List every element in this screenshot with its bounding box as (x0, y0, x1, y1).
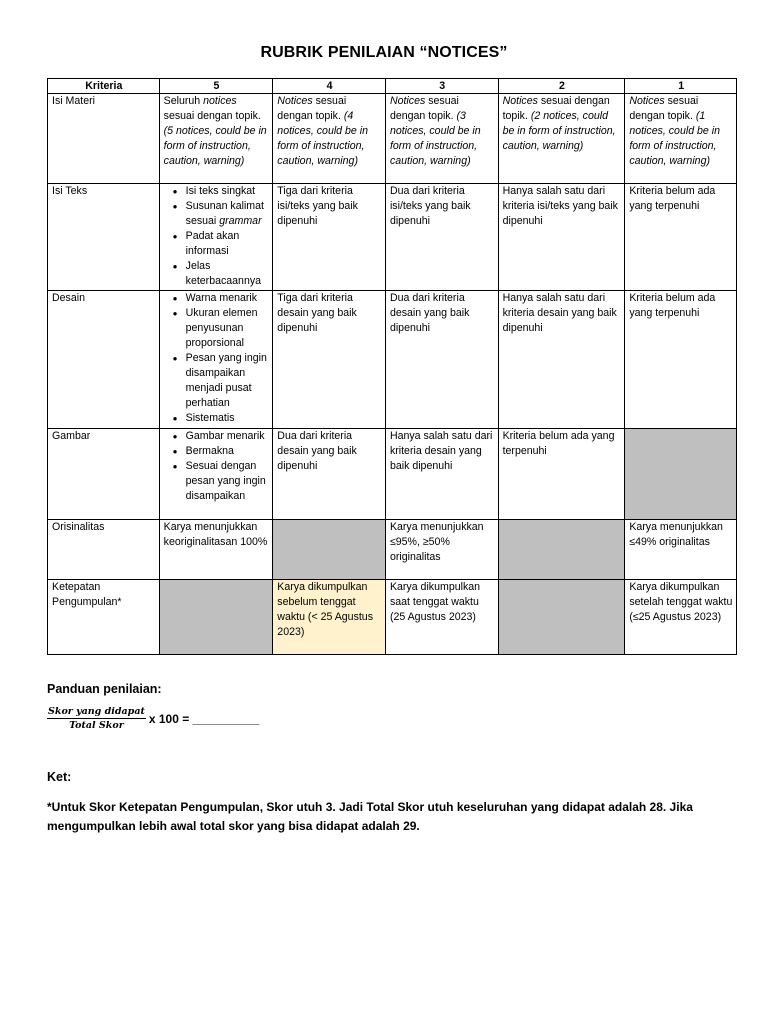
header-row (48, 79, 737, 94)
notes-text: *Untuk Skor Ketepatan Pengumpulan, Skor utuh 3. Jadi Total Skor utuh keseluruhan yang didapat adalah 28. Jika mengumpulkan lebih awal total skor yang bisa didapat adalah 29. (47, 800, 693, 833)
cell-isi-materi-3: Notices sesuai dengan topik. (3 notices, could be in form of instruction, caution, warning) (385, 94, 498, 184)
cell-isi-materi-5: Seluruh notices sesuai dengan topik. (5 notices, could be in form of instruction, caution, warning) (159, 94, 273, 184)
cell-isi-materi-2: Notices sesuai dengan topik. (2 notices, could be in form of instruction, caution, warning) (498, 94, 625, 184)
cell-orisinalitas-3: Karya menunjukkan ≤95%, ≥50% originalitas (385, 520, 498, 580)
bullet-item: ● Jelas keterbacaannya (186, 259, 270, 289)
cell-ketepatan-2-empty (498, 580, 625, 655)
formula-fraction (47, 706, 146, 731)
row-desain (48, 291, 737, 429)
cell-isi-teks-3: Dua dari kriteria isi/teks yang baik dipenuhi (385, 184, 498, 291)
row-orisinalitas (48, 520, 737, 580)
cell-ketepatan-3: Karya dikumpulkan saat tenggat waktu (25 Agustus 2023) (385, 580, 498, 655)
row-isi-materi (48, 94, 737, 184)
criteria-label: Orisinalitas (48, 520, 160, 580)
cell-gambar-4: Dua dari kriteria desain yang baik dipenuhi (273, 429, 386, 520)
criteria-label: Ketepatan Pengumpulan* (48, 580, 160, 655)
bullet-list (164, 429, 270, 504)
cell-orisinalitas-4-empty (273, 520, 386, 580)
row-isi-teks (48, 184, 737, 291)
criteria-label: Gambar (48, 429, 160, 520)
criteria-label: Desain (48, 291, 160, 429)
criteria-label: Isi Materi (48, 94, 160, 184)
cell-desain-3: Dua dari kriteria desain yang baik dipenuhi (385, 291, 498, 429)
cell-desain-5 (159, 291, 273, 429)
cell-isi-teks-1: Kriteria belum ada yang terpenuhi (625, 184, 737, 291)
cell-ketepatan-1: Karya dikumpulkan setelah tenggat waktu (≤25 Agustus 2023) (625, 580, 737, 655)
bullet-item: ● Bermakna (186, 444, 270, 459)
bullet-item: ● Sesuai dengan pesan yang ingin disampaikan (186, 459, 270, 504)
bullet-item: ● Pesan yang ingin disampaikan menjadi pusat perhatian (186, 351, 270, 411)
cell-gambar-3: Hanya salah satu dari kriteria desain yang baik dipenuhi (385, 429, 498, 520)
cell-isi-teks-2: Hanya salah satu dari kriteria isi/teks yang baik dipenuhi (498, 184, 625, 291)
cell-ketepatan-5-empty (159, 580, 273, 655)
bullet-item: ● Ukuran elemen penyusunan proporsional (186, 306, 270, 351)
cell-gambar-1-empty (625, 429, 737, 520)
cell-orisinalitas-5: Karya menunjukkan keoriginalitasan 100% (159, 520, 273, 580)
row-gambar (48, 429, 737, 520)
cell-gambar-2: Kriteria belum ada yang terpenuhi (498, 429, 625, 520)
bullet-item: ● Padat akan informasi (186, 229, 270, 259)
cell-orisinalitas-2-empty (498, 520, 625, 580)
bullet-item: ● Isi teks singkat (186, 184, 270, 199)
cell-isi-materi-1: Notices sesuai dengan topik. (1 notices, could be in form of instruction, caution, warning) (625, 94, 737, 184)
notes-label: Ket: (47, 770, 72, 784)
formula-numerator: Skor yang didapat (48, 706, 145, 717)
bullet-list (164, 291, 270, 426)
cell-desain-2: Hanya salah satu dari kriteria desain yang baik dipenuhi (498, 291, 625, 429)
guide-heading: Panduan penilaian: (47, 682, 162, 696)
formula-tail: x 100 = __________ (148, 711, 260, 726)
cell-isi-teks-5 (159, 184, 273, 291)
row-ketepatan (48, 580, 737, 655)
bullet-list (164, 184, 270, 289)
cell-orisinalitas-1: Karya menunjukkan ≤49% originalitas (625, 520, 737, 580)
bullet-item: ● Sistematis (186, 411, 270, 426)
bullet-item: ● Gambar menarik (186, 429, 270, 444)
criteria-label: Isi Teks (48, 184, 160, 291)
header-score-3: 3 (385, 79, 498, 94)
bullet-item: ● Warna menarik (186, 291, 270, 306)
cell-desain-1: Kriteria belum ada yang terpenuhi (625, 291, 737, 429)
cell-desain-4: Tiga dari kriteria desain yang baik dipenuhi (273, 291, 386, 429)
cell-ketepatan-4: Karya dikumpulkan sebelum tenggat waktu (< 25 Agustus 2023) (273, 580, 386, 655)
score-formula (47, 706, 259, 731)
header-score-4: 4 (273, 79, 386, 94)
header-score-5: 5 (159, 79, 273, 94)
header-score-1: 1 (625, 79, 737, 94)
rubric-table (47, 78, 737, 655)
cell-gambar-5 (159, 429, 273, 520)
header-kriteria: Kriteria (48, 79, 160, 94)
header-score-2: 2 (498, 79, 625, 94)
formula-denominator: Total Skor (69, 720, 124, 731)
bullet-item: ● Susunan kalimat sesuai grammar (186, 199, 270, 229)
cell-isi-materi-4: Notices sesuai dengan topik. (4 notices, could be in form of instruction, caution, warning) (273, 94, 386, 184)
page-title: RUBRIK PENILAIAN “NOTICES” (260, 44, 508, 61)
cell-isi-teks-4: Tiga dari kriteria isi/teks yang baik dipenuhi (273, 184, 386, 291)
